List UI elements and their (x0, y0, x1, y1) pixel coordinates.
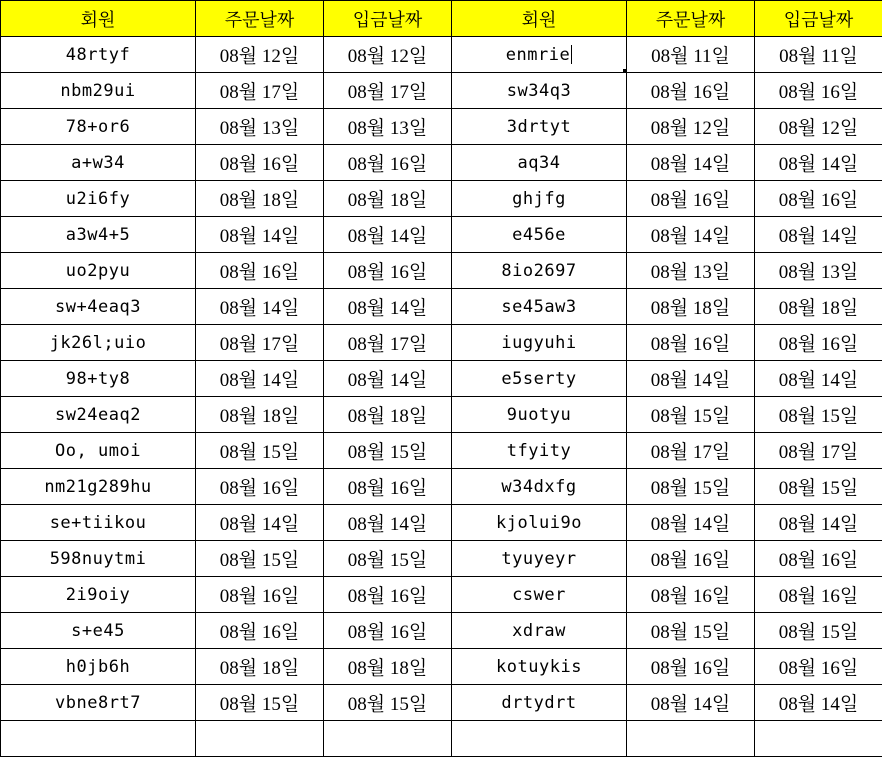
cell-order-date-right[interactable]: 08월 14일 (627, 685, 755, 721)
cell-deposit-date-right[interactable]: 08월 16일 (755, 649, 882, 685)
cell-deposit-date-left[interactable]: 08월 16일 (324, 145, 452, 181)
cell-deposit-date-right[interactable]: 08월 11일 (755, 37, 882, 73)
cell-order-date-right[interactable]: 08월 16일 (627, 649, 755, 685)
cell-order-date-right[interactable]: 08월 18일 (627, 289, 755, 325)
cell-order-date-left[interactable]: 08월 16일 (196, 145, 324, 181)
table-row (1, 37, 882, 73)
column-header-member-right[interactable]: 회원 (452, 1, 627, 37)
table-body (1, 37, 882, 757)
table-row (1, 685, 882, 721)
cell-member-left[interactable]: a+w34 (1, 145, 196, 181)
cell-deposit-date-left[interactable]: 08월 18일 (324, 649, 452, 685)
cell-deposit-date-right[interactable]: 08월 16일 (755, 541, 882, 577)
cell-member-left[interactable]: 98+ty8 (1, 361, 196, 397)
cell-order-date-left[interactable]: 08월 18일 (196, 181, 324, 217)
cell-member-left[interactable]: 598nuytmi (1, 541, 196, 577)
cell-member-left[interactable] (1, 721, 196, 757)
cell-deposit-date-left[interactable]: 08월 14일 (324, 361, 452, 397)
table-row (1, 361, 882, 397)
cell-order-date-left[interactable]: 08월 16일 (196, 469, 324, 505)
cell-member-right[interactable]: cswer (452, 577, 627, 613)
table-row (1, 325, 882, 361)
cell-deposit-date-right[interactable]: 08월 18일 (755, 289, 882, 325)
cell-member-right[interactable]: sw34q3 (452, 73, 627, 109)
cell-member-left[interactable]: se+tiikou (1, 505, 196, 541)
cell-deposit-date-right[interactable]: 08월 14일 (755, 217, 882, 253)
cell-order-date-right[interactable]: 08월 16일 (627, 577, 755, 613)
cell-deposit-date-left[interactable]: 08월 16일 (324, 613, 452, 649)
cell-deposit-date-left[interactable]: 08월 17일 (324, 73, 452, 109)
cell-deposit-date-left[interactable]: 08월 15일 (324, 685, 452, 721)
table-row (1, 577, 882, 613)
cell-deposit-date-left[interactable]: 08월 16일 (324, 577, 452, 613)
cell-member-left[interactable]: 2i9oiy (1, 577, 196, 613)
cell-deposit-date-right[interactable]: 08월 12일 (755, 109, 882, 145)
cell-order-date-left[interactable]: 08월 16일 (196, 613, 324, 649)
cell-member-left[interactable]: sw+4eaq3 (1, 289, 196, 325)
cell-deposit-date-left[interactable]: 08월 12일 (324, 37, 452, 73)
cell-order-date-right[interactable]: 08월 14일 (627, 145, 755, 181)
cell-order-date-right[interactable]: 08월 16일 (627, 73, 755, 109)
cell-order-date-right[interactable]: 08월 12일 (627, 109, 755, 145)
cell-member-right[interactable]: kotuykis (452, 649, 627, 685)
cell-deposit-date-left[interactable]: 08월 13일 (324, 109, 452, 145)
cell-order-date-left[interactable]: 08월 15일 (196, 433, 324, 469)
table-row (1, 649, 882, 685)
cell-deposit-date-right[interactable]: 08월 15일 (755, 469, 882, 505)
cell-order-date-right[interactable]: 08월 16일 (627, 541, 755, 577)
active-cell-text: enmrie (506, 45, 570, 65)
cell-deposit-date-left[interactable]: 08월 16일 (324, 253, 452, 289)
cell-order-date-left[interactable]: 08월 16일 (196, 577, 324, 613)
table-row (1, 721, 882, 757)
cell-member-left[interactable]: h0jb6h (1, 649, 196, 685)
table-row (1, 397, 882, 433)
cell-member-right[interactable]: kjolui9o (452, 505, 627, 541)
cell-order-date-right[interactable]: 08월 14일 (627, 217, 755, 253)
cell-member-left[interactable]: a3w4+5 (1, 217, 196, 253)
cell-deposit-date-right[interactable]: 08월 14일 (755, 685, 882, 721)
cell-member-left[interactable]: vbne8rt7 (1, 685, 196, 721)
cell-deposit-date-left[interactable]: 08월 14일 (324, 289, 452, 325)
cell-deposit-date-left[interactable]: 08월 14일 (324, 505, 452, 541)
cell-deposit-date-right[interactable]: 08월 16일 (755, 325, 882, 361)
cell-order-date-left[interactable] (196, 721, 324, 757)
table-row (1, 73, 882, 109)
cell-deposit-date-left[interactable] (324, 721, 452, 757)
table-row (1, 613, 882, 649)
cell-deposit-date-right[interactable] (755, 721, 882, 757)
cell-order-date-right[interactable]: 08월 16일 (627, 325, 755, 361)
cell-member-left[interactable]: nm21g289hu (1, 469, 196, 505)
cell-order-date-left[interactable]: 08월 14일 (196, 289, 324, 325)
cell-order-date-right[interactable]: 08월 14일 (627, 361, 755, 397)
table-row (1, 505, 882, 541)
cell-order-date-left[interactable]: 08월 18일 (196, 649, 324, 685)
cell-deposit-date-right[interactable]: 08월 16일 (755, 181, 882, 217)
cell-deposit-date-right[interactable]: 08월 14일 (755, 145, 882, 181)
cell-order-date-right[interactable]: 08월 14일 (627, 505, 755, 541)
cell-deposit-date-left[interactable]: 08월 15일 (324, 433, 452, 469)
cell-deposit-date-left[interactable]: 08월 16일 (324, 469, 452, 505)
cell-deposit-date-right[interactable]: 08월 13일 (755, 253, 882, 289)
cell-order-date-right[interactable]: 08월 13일 (627, 253, 755, 289)
table-row (1, 145, 882, 181)
cell-member-right[interactable]: 3drtyt (452, 109, 627, 145)
cell-member-left[interactable]: Oo, umoi (1, 433, 196, 469)
cell-order-date-left[interactable]: 08월 14일 (196, 505, 324, 541)
cell-member-right[interactable]: aq34 (452, 145, 627, 181)
table-row (1, 469, 882, 505)
cell-deposit-date-left[interactable]: 08월 18일 (324, 181, 452, 217)
cell-deposit-date-left[interactable]: 08월 17일 (324, 325, 452, 361)
cell-order-date-left[interactable]: 08월 17일 (196, 325, 324, 361)
cell-order-date-right[interactable]: 08월 17일 (627, 433, 755, 469)
cell-member-right[interactable]: 9uotyu (452, 397, 627, 433)
cell-order-date-left[interactable]: 08월 14일 (196, 361, 324, 397)
text-caret (571, 45, 572, 64)
table-row (1, 541, 882, 577)
cell-deposit-date-right[interactable]: 08월 15일 (755, 613, 882, 649)
table-row (1, 289, 882, 325)
cell-member-right[interactable]: drtydrt (452, 685, 627, 721)
cell-member-right[interactable]: tfyity (452, 433, 627, 469)
cell-order-date-left[interactable]: 08월 16일 (196, 253, 324, 289)
cell-order-date-left[interactable]: 08월 13일 (196, 109, 324, 145)
cell-deposit-date-right[interactable]: 08월 16일 (755, 73, 882, 109)
cell-member-right[interactable]: ghjfg (452, 181, 627, 217)
cell-member-right[interactable]: w34dxfg (452, 469, 627, 505)
cell-deposit-date-left[interactable]: 08월 18일 (324, 397, 452, 433)
column-header-deposit-left[interactable]: 입금날짜 (324, 1, 452, 37)
cell-order-date-left[interactable]: 08월 15일 (196, 541, 324, 577)
cell-order-date-right[interactable]: 08월 15일 (627, 397, 755, 433)
cell-deposit-date-right[interactable]: 08월 14일 (755, 361, 882, 397)
cell-member-right[interactable]: se45aw3 (452, 289, 627, 325)
table-row (1, 253, 882, 289)
cell-deposit-date-right[interactable]: 08월 16일 (755, 577, 882, 613)
cell-order-date-right[interactable]: 08월 15일 (627, 613, 755, 649)
cell-deposit-date-left[interactable]: 08월 15일 (324, 541, 452, 577)
cell-member-left[interactable]: u2i6fy (1, 181, 196, 217)
cell-member-right[interactable]: 8io2697 (452, 253, 627, 289)
cell-deposit-date-right[interactable]: 08월 17일 (755, 433, 882, 469)
cell-member-left[interactable]: s+e45 (1, 613, 196, 649)
cell-order-date-left[interactable]: 08월 12일 (196, 37, 324, 73)
cell-deposit-date-right[interactable]: 08월 15일 (755, 397, 882, 433)
cell-order-date-right[interactable]: 08월 15일 (627, 469, 755, 505)
table-header-row (1, 1, 882, 37)
cell-member-left[interactable]: jk26l;uio (1, 325, 196, 361)
cell-deposit-date-left[interactable]: 08월 14일 (324, 217, 452, 253)
cell-member-right[interactable] (452, 721, 627, 757)
cell-order-date-left[interactable]: 08월 14일 (196, 217, 324, 253)
active-cell-member-right[interactable] (452, 37, 627, 73)
column-header-order-left[interactable]: 주문날짜 (196, 1, 324, 37)
column-header-deposit-right[interactable]: 입금날짜 (755, 1, 882, 37)
cell-member-right[interactable]: xdraw (452, 613, 627, 649)
cell-member-left[interactable]: sw24eaq2 (1, 397, 196, 433)
cell-order-date-right[interactable]: 08월 11일 (627, 37, 755, 73)
cell-deposit-date-right[interactable]: 08월 14일 (755, 505, 882, 541)
cell-order-date-right[interactable] (627, 721, 755, 757)
table-row (1, 433, 882, 469)
cell-member-left[interactable]: 78+or6 (1, 109, 196, 145)
table-row (1, 109, 882, 145)
cell-member-left[interactable]: nbm29ui (1, 73, 196, 109)
cell-order-date-left[interactable]: 08월 18일 (196, 397, 324, 433)
cell-order-date-left[interactable]: 08월 15일 (196, 685, 324, 721)
cell-order-date-right[interactable]: 08월 16일 (627, 181, 755, 217)
cell-member-right[interactable]: e5serty (452, 361, 627, 397)
column-header-order-right[interactable]: 주문날짜 (627, 1, 755, 37)
cell-member-left[interactable]: 48rtyf (1, 37, 196, 73)
cell-member-right[interactable]: e456e (452, 217, 627, 253)
column-header-member-left[interactable]: 회원 (1, 1, 196, 37)
cell-member-right[interactable]: tyuyeyr (452, 541, 627, 577)
cell-member-right[interactable]: iugyuhi (452, 325, 627, 361)
table-row (1, 217, 882, 253)
cell-member-left[interactable]: uo2pyu (1, 253, 196, 289)
table-row (1, 181, 882, 217)
cell-order-date-left[interactable]: 08월 17일 (196, 73, 324, 109)
